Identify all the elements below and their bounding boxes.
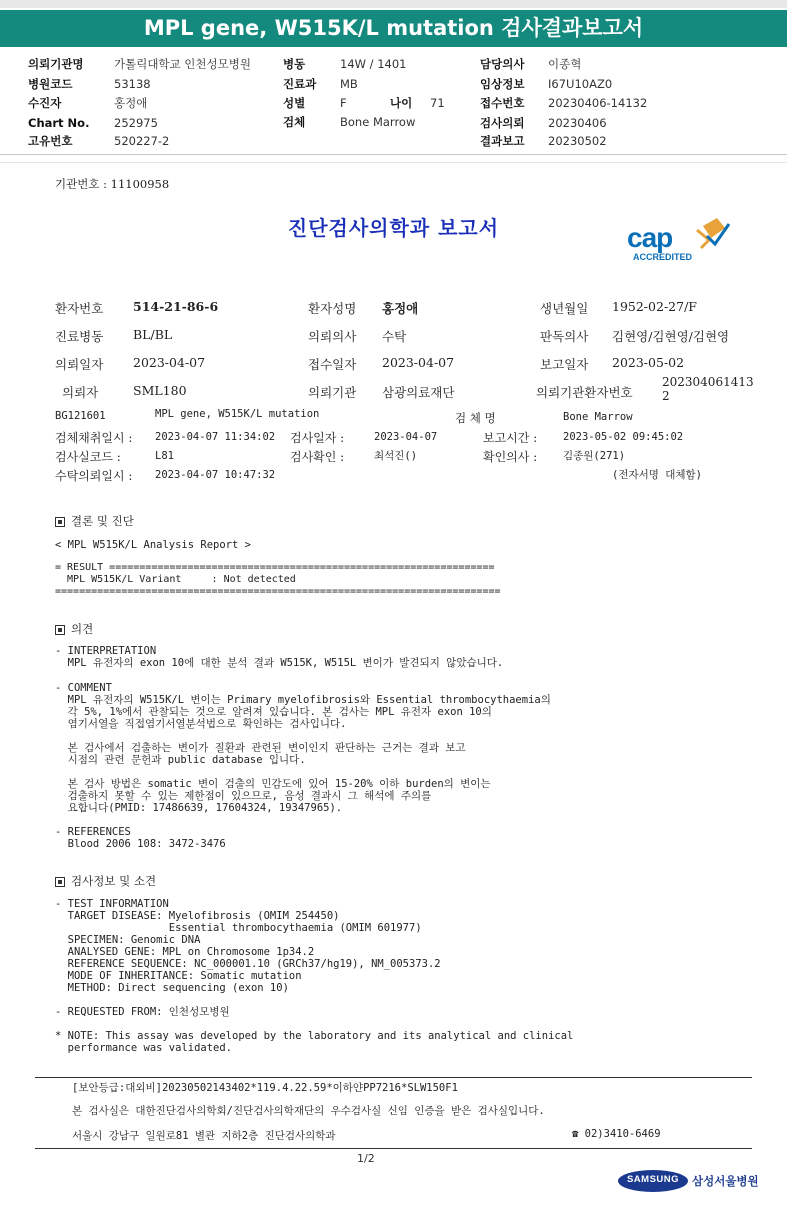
phone-number: 02)3410-6469 bbox=[584, 1128, 661, 1140]
header-value: 20230406-14132 bbox=[548, 96, 648, 110]
top-strip bbox=[0, 0, 787, 8]
field-label: 환자성명 bbox=[308, 301, 357, 316]
doctor-value: 김종원(271) bbox=[563, 450, 626, 462]
header-label: 진료과 bbox=[283, 77, 317, 91]
header-label: 고유번호 bbox=[28, 134, 73, 148]
header-value: 20230406 bbox=[548, 116, 607, 130]
field-value: 김현영/김현영/김현영 bbox=[612, 329, 730, 344]
header-label: 수진자 bbox=[28, 96, 62, 110]
testdate-value: 2023-04-07 bbox=[374, 431, 438, 443]
certification-note: 본 검사실은 대한진단검사의학회/진단검사의학재단의 우수검사실 신임 인증을 받은 검사실입니다. bbox=[72, 1105, 545, 1117]
field-value: 삼광의료재단 bbox=[382, 385, 455, 400]
lab-address: 서울시 강남구 일원로81 별관 지하2층 진단검사의학과 bbox=[72, 1130, 336, 1142]
text-line: - REQUESTED FROM: 인천성모병원 bbox=[55, 1006, 230, 1018]
field-value: 홍정애 bbox=[382, 301, 419, 316]
text-line: SPECIMEN: Genomic DNA bbox=[55, 934, 201, 946]
field-value: 수탁 bbox=[382, 329, 407, 344]
collect-label: 검체채취일시 : bbox=[55, 431, 133, 445]
header-label: 검체 bbox=[283, 115, 306, 129]
field-value: BL/BL bbox=[133, 327, 173, 342]
text-line: REFERENCE SEQUENCE: NC_000001.10 (GRCh37/hg19), NM_005373.2 bbox=[55, 958, 441, 970]
field-label: 의뢰기관환자번호 bbox=[536, 385, 633, 400]
consign-label: 수탁의뢰일시 : bbox=[55, 469, 133, 483]
field-value: 2 bbox=[662, 389, 670, 403]
confirm-value: 최석진() bbox=[374, 450, 418, 462]
field-label: 접수일자 bbox=[308, 357, 357, 372]
text-line: ANALYSED GENE: MPL on Chromosome 1p34.2 bbox=[55, 946, 315, 958]
testdate-label: 검사일자 : bbox=[290, 431, 345, 445]
field-label: 진료병동 bbox=[55, 329, 104, 344]
header-value: 14W / 1401 bbox=[340, 57, 407, 71]
confirm-label: 검사확인 : bbox=[290, 450, 345, 464]
section-conclusion bbox=[55, 513, 134, 529]
header-label: 담당의사 bbox=[480, 57, 525, 71]
cap-logo-text: cap bbox=[627, 222, 673, 253]
text-line: 시점의 관련 문헌과 public database 입니다. bbox=[55, 754, 306, 766]
header-value: F bbox=[340, 96, 347, 110]
header-label: 임상정보 bbox=[480, 77, 525, 91]
text-line: 각 5%, 1%에서 관찰되는 것으로 알려져 있습니다. 본 검사는 MPL 유전자 exon 10의 bbox=[55, 706, 492, 718]
header-value: 53138 bbox=[114, 77, 151, 91]
text-line: 본 검사에서 검출하는 변이가 질환과 관련된 변이인지 판단하는 근거는 결과 보고 bbox=[55, 742, 466, 754]
header-value: 520227-2 bbox=[114, 134, 170, 148]
section-title: 의견 bbox=[71, 622, 94, 636]
field-label: 판독의사 bbox=[540, 329, 589, 344]
header-label-age: 나이 bbox=[390, 96, 413, 110]
field-label: 의뢰기관 bbox=[308, 385, 357, 400]
header-value: 가톨릭대학교 인천성모병원 bbox=[114, 57, 251, 71]
footer-divider bbox=[35, 1077, 752, 1078]
footer-divider bbox=[35, 1148, 752, 1149]
header-label: 병동 bbox=[283, 57, 306, 71]
phone-icon: ☎ bbox=[572, 1128, 579, 1140]
text-line: - COMMENT bbox=[55, 682, 112, 694]
collect-value: 2023-04-07 11:34:02 bbox=[155, 431, 276, 443]
report-banner-title: MPL gene, W515K/L mutation 검사결과보고서 bbox=[0, 10, 787, 47]
agency-number: 기관번호 : 11100958 bbox=[55, 177, 170, 191]
header-value: 252975 bbox=[114, 116, 158, 130]
header-value: 20230502 bbox=[548, 134, 607, 148]
text-line: MODE OF INHERITANCE: Somatic mutation bbox=[55, 970, 302, 982]
text-line: TARGET DISEASE: Myelofibrosis (OMIM 254450) bbox=[55, 910, 340, 922]
text-line: METHOD: Direct sequencing (exon 10) bbox=[55, 982, 289, 994]
result-line: = RESULT ================================================================ bbox=[55, 562, 495, 573]
header-label: 검사의뢰 bbox=[480, 116, 525, 130]
equals-line: ========================================================================== bbox=[55, 586, 501, 597]
section-test-info bbox=[55, 873, 156, 889]
specimen-value: Bone Marrow bbox=[563, 411, 633, 423]
header-label: 의뢰기관명 bbox=[28, 57, 84, 71]
cap-accredited-logo bbox=[625, 218, 735, 268]
samsung-hospital-logo bbox=[618, 1168, 758, 1194]
variant-result: MPL W515K/L Variant : Not detected bbox=[55, 574, 296, 585]
analysis-title: < MPL W515K/L Analysis Report > bbox=[55, 539, 251, 551]
security-line: [보안등급:대외비]20230502143402*119.4.22.59*이하얀PP7216*SLW150F1 bbox=[72, 1082, 458, 1094]
samsung-logo-text: SAMSUNG bbox=[626, 1174, 680, 1185]
reporttime-label: 보고시간 : bbox=[483, 431, 538, 445]
section-title: 결론 및 진단 bbox=[71, 514, 134, 528]
hospital-name: 삼성서울병원 bbox=[692, 1174, 759, 1188]
section-bullet-icon bbox=[55, 517, 65, 527]
field-label: 의뢰자 bbox=[62, 385, 99, 400]
header-value: Bone Marrow bbox=[340, 115, 416, 129]
test-code: BG121601 bbox=[55, 410, 106, 422]
text-line: 요합니다(PMID: 17486639, 17604324, 19347965). bbox=[55, 802, 343, 814]
field-value: SML180 bbox=[133, 383, 187, 398]
cap-logo-subtext: ACCREDITED bbox=[633, 252, 693, 262]
header-label: Chart No. bbox=[28, 116, 90, 130]
consign-value: 2023-04-07 10:47:32 bbox=[155, 469, 276, 481]
text-line: Blood 2006 108: 3472-3476 bbox=[55, 838, 226, 850]
header-value: MB bbox=[340, 77, 358, 91]
section-bullet-icon bbox=[55, 877, 65, 887]
doctor-label: 확인의사 : bbox=[483, 450, 538, 464]
reporttime-value: 2023-05-02 09:45:02 bbox=[563, 431, 684, 443]
text-line: MPL 유전자의 W515K/L 변이는 Primary myelofibrosis와 Essential thrombocythaemia의 bbox=[55, 694, 551, 706]
text-line: Essential thrombocythaemia (OMIM 601977) bbox=[55, 922, 422, 934]
field-value: 1952-02-27/F bbox=[612, 299, 697, 314]
text-line: 검출하지 못할 수 있는 제한점이 있으므로, 음성 결과시 그 해석에 주의를 bbox=[55, 790, 432, 802]
section-opinion bbox=[55, 621, 93, 637]
header-value: I67U10AZ0 bbox=[548, 77, 613, 91]
lab-label: 검사실코드 : bbox=[55, 450, 121, 464]
header-label: 접수번호 bbox=[480, 96, 525, 110]
header-value: 이종혁 bbox=[548, 57, 582, 71]
text-line: * NOTE: This assay was developed by the laboratory and its analytical and clinical bbox=[55, 1030, 574, 1042]
header-label: 성별 bbox=[283, 96, 306, 110]
report-title: 진단검사의학과 보고서 bbox=[287, 216, 500, 240]
text-line: 염기서열을 직접염기서열분석법으로 확인하는 검사입니다. bbox=[55, 718, 347, 730]
field-value: 514-21-86-6 bbox=[133, 299, 219, 314]
esign-note: (전자서명 대체함) bbox=[612, 469, 702, 481]
text-line: performance was validated. bbox=[55, 1042, 233, 1054]
field-label: 환자번호 bbox=[55, 301, 104, 316]
phone bbox=[572, 1128, 661, 1140]
text-line: - INTERPRETATION bbox=[55, 645, 157, 657]
header-divider bbox=[0, 154, 787, 155]
header-label: 병원코드 bbox=[28, 77, 73, 91]
section-title: 검사정보 및 소견 bbox=[71, 874, 157, 888]
field-value: 202304061413 bbox=[662, 375, 754, 389]
text-line: - TEST INFORMATION bbox=[55, 898, 169, 910]
page-number: 1/2 bbox=[357, 1152, 375, 1165]
test-name: MPL gene, W515K/L mutation bbox=[155, 408, 320, 420]
header-divider bbox=[0, 162, 787, 163]
header-label: 결과보고 bbox=[480, 134, 525, 148]
header-value-age: 71 bbox=[430, 96, 445, 110]
text-line: MPL 유전자의 exon 10에 대한 분석 결과 W515K, W515L 변이가 발견되지 않았습니다. bbox=[55, 657, 504, 669]
lab-value: L81 bbox=[155, 450, 174, 462]
field-label: 의뢰의사 bbox=[308, 329, 357, 344]
text-line: 본 검사 방법은 somatic 변이 검출의 민감도에 있어 15-20% 이하 burden의 변이는 bbox=[55, 778, 491, 790]
field-label: 의뢰일자 bbox=[55, 357, 104, 372]
field-label: 생년월일 bbox=[540, 301, 589, 316]
field-label: 보고일자 bbox=[540, 357, 589, 372]
header-value: 홍정애 bbox=[114, 96, 148, 110]
specimen-label: 검 체 명 bbox=[455, 411, 496, 425]
section-bullet-icon bbox=[55, 625, 65, 635]
field-value: 2023-04-07 bbox=[133, 355, 206, 370]
field-value: 2023-04-07 bbox=[382, 355, 455, 370]
text-line: - REFERENCES bbox=[55, 826, 131, 838]
field-value: 2023-05-02 bbox=[612, 355, 685, 370]
